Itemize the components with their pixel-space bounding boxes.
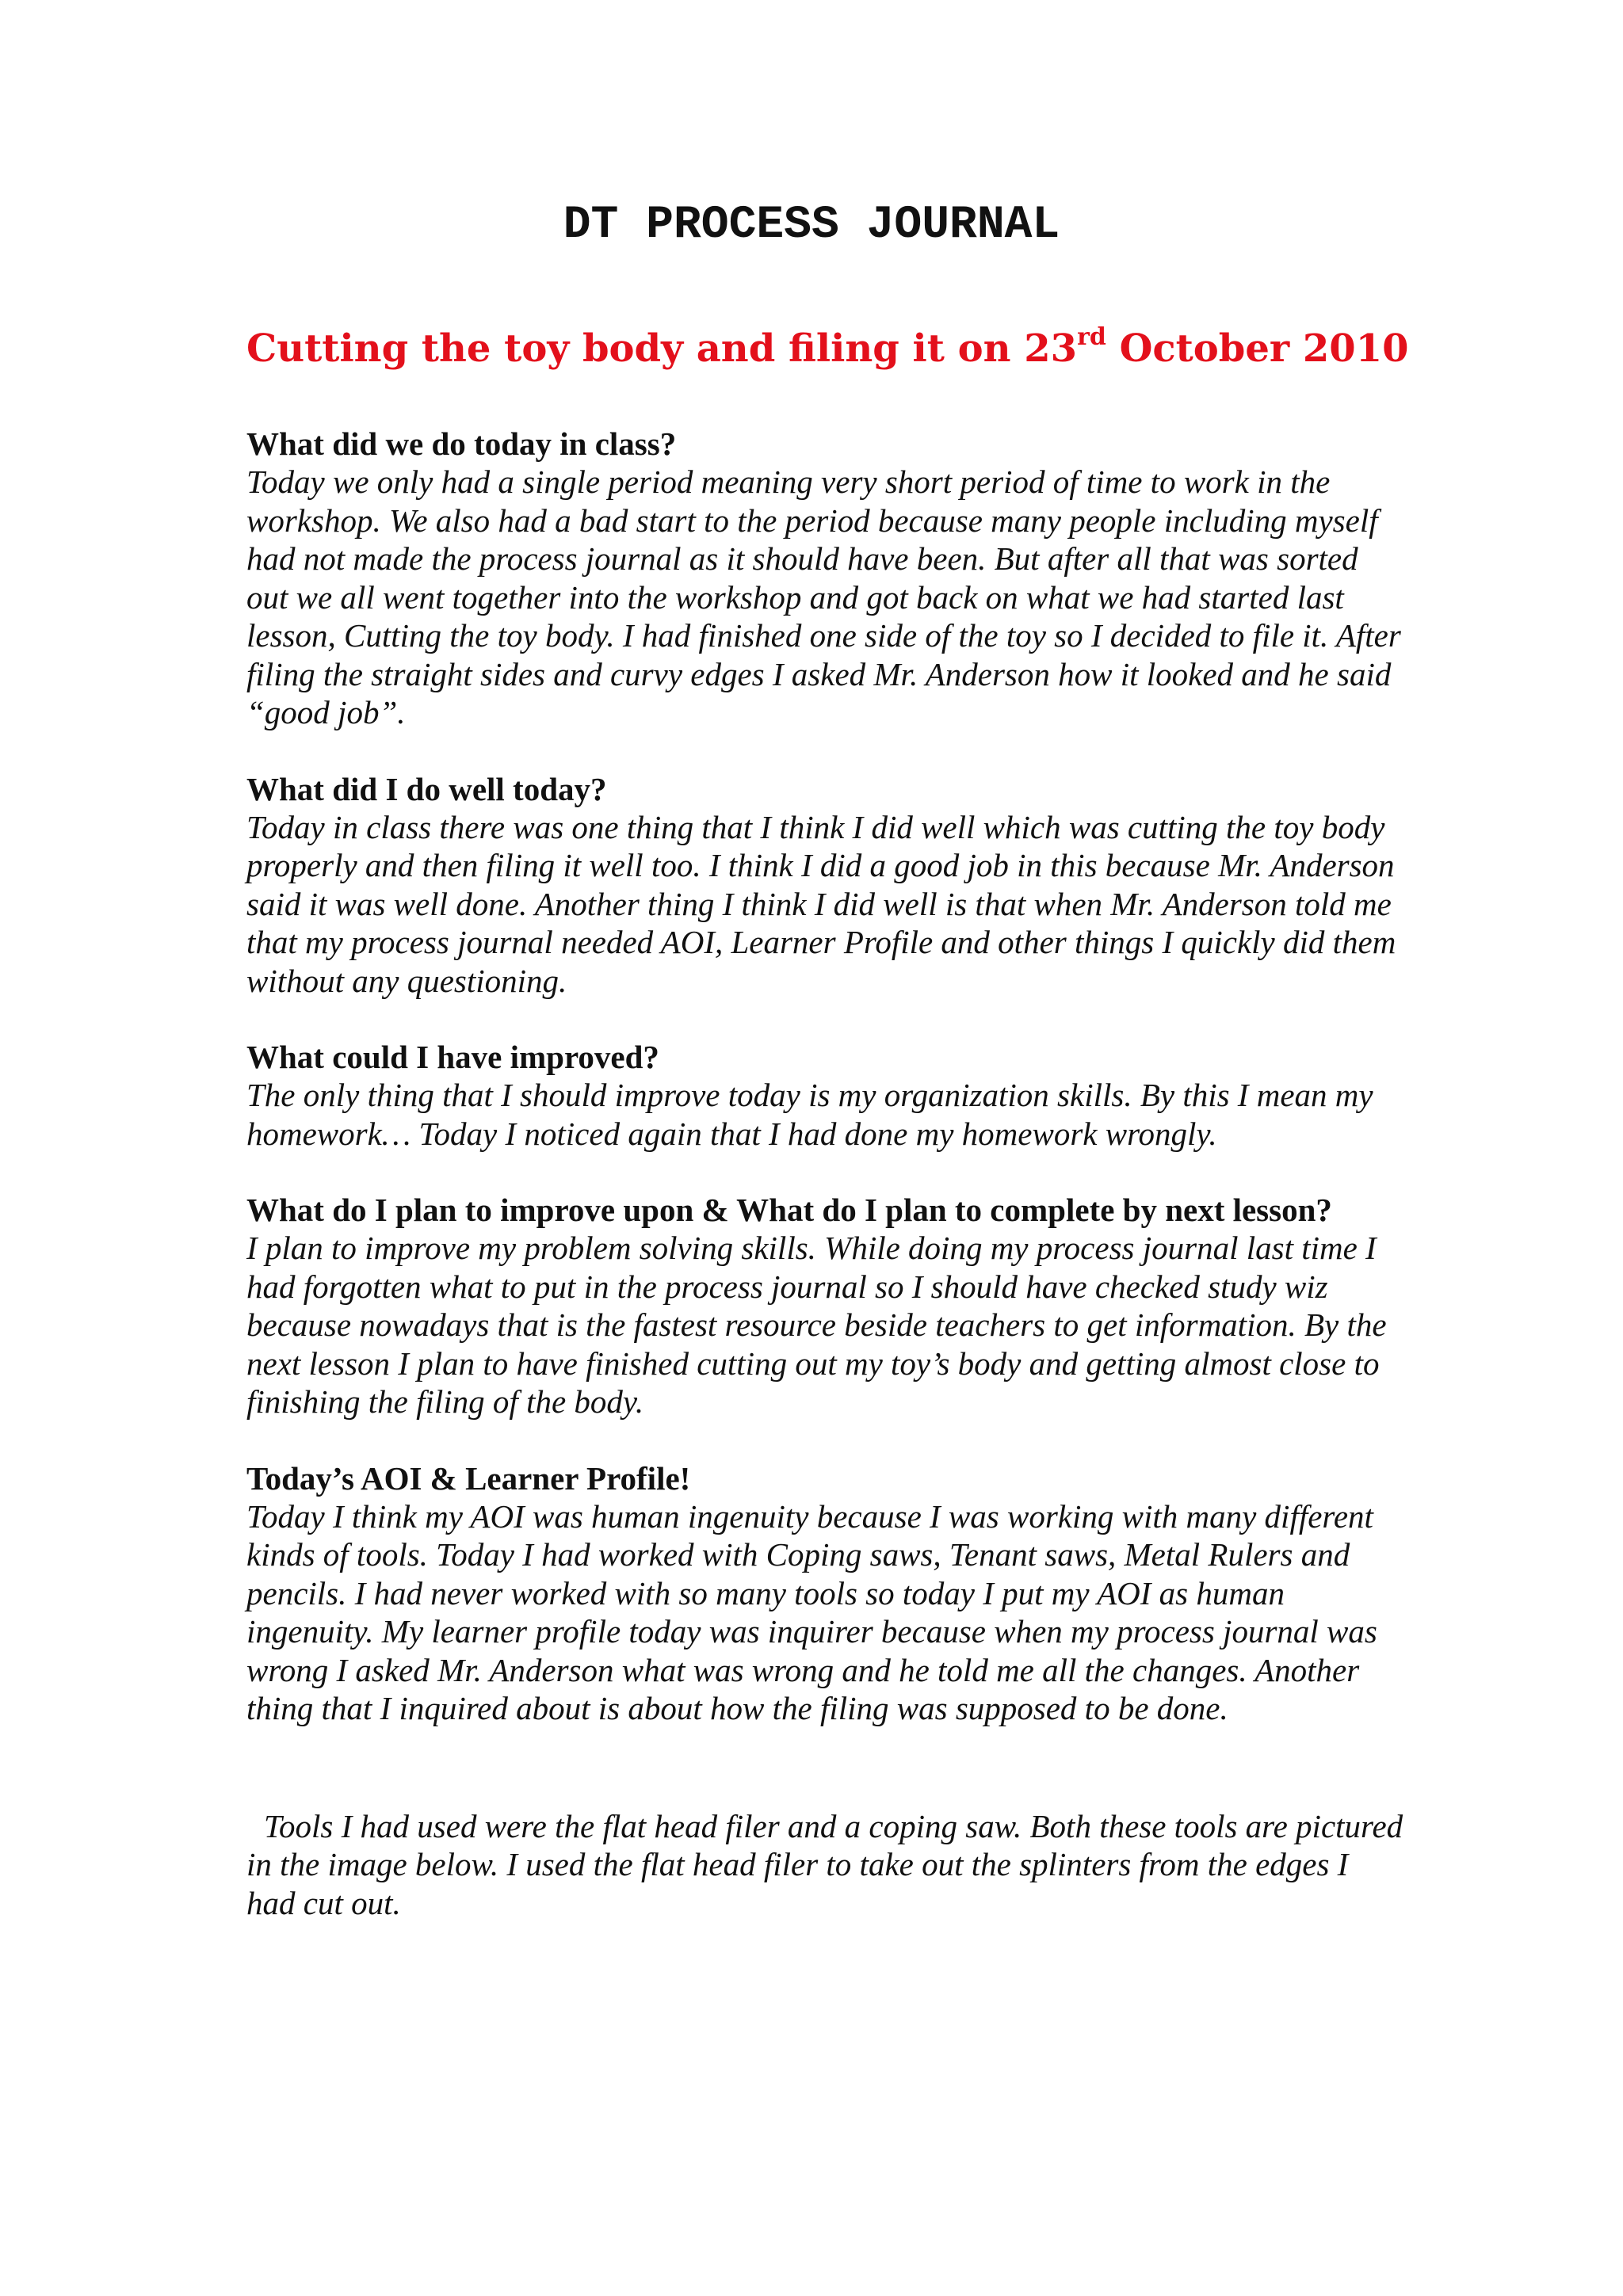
- section-question: What did I do well today?: [246, 770, 607, 807]
- section-did-well: [246, 770, 1403, 1001]
- section-answer: I plan to improve my problem solving skills. While doing my process journal last time I had forgotten what to put in the process journal so I should have checked study wiz because nowadays that is the fastest resource beside teachers to get information. By the next lesson I plan to have finished cutting out my toy’s body and getting almost close to finishing the filing of the body.: [246, 1230, 1387, 1420]
- section-answer: Today I think my AOI was human ingenuity because I was working with many different kinds of tools. Today I had worked with Coping saws, Tenant saws, Metal Rulers and pencils. I had never worked with so many tools so today I put my AOI as human ingenuity. My learner profile today was inquirer because when my process journal was wrong I asked Mr. Anderson what was wrong and he told me all the changes. Another thing that I inquired about is about how the filing was supposed to be done.: [246, 1497, 1377, 1726]
- tools-paragraph: Tools I had used were the flat head filer and a coping saw. Both these tools are pictured in the image below. I used the flat head filer to take out the splinters from the edges I had cut out.: [246, 1807, 1403, 1921]
- entry-heading-ordinal: rd: [1077, 323, 1106, 351]
- page-title: DT PROCESS JOURNAL: [563, 200, 1060, 251]
- entry-heading: [246, 317, 1409, 380]
- section-answer: The only thing that I should improve today is my organization skills. By this I mean my homework… Today I noticed again that I had done my homework wrongly.: [246, 1077, 1373, 1152]
- section-plans: [246, 1191, 1403, 1421]
- section-question: What do I plan to improve upon & What do I plan to complete by next lesson?: [246, 1192, 1332, 1228]
- section-question: What did we do today in class?: [246, 425, 677, 462]
- section-aoi-learner-profile: [246, 1459, 1403, 1728]
- section-question: What could I have improved?: [246, 1039, 659, 1075]
- section-class-activity: [246, 425, 1403, 732]
- section-question: Today’s AOI & Learner Profile!: [246, 1459, 691, 1497]
- entry-heading-date: October 2010: [1106, 326, 1409, 371]
- section-answer: Today in class there was one thing that I think I did well which was cutting the toy body properly and then filing it well too. I think I did a good job in this because Mr. Anderson said it was well done. Another thing I think I did well is that when Mr. Anderson told me that my process journal needed AOI, Learner Profile and other things I quickly did them without any questioning.: [246, 808, 1396, 999]
- section-improvements: [246, 1038, 1403, 1153]
- entry-heading-text: Cutting the toy body and filing it on 23: [246, 326, 1078, 371]
- journal-content: [246, 317, 1409, 1922]
- section-answer: Today we only had a single period meaning very short period of time to work in the workshop. We also had a bad start to the period because many people including myself had not made the process journal as it should have been. But after all that was sorted out we all went together into the workshop and got back on what we had started last lesson, Cutting the toy body. I had finished one side of the toy so I decided to file it. After filing the straight sides and curvy edges I asked Mr. Anderson how it looked and he said “good job”.: [246, 463, 1401, 730]
